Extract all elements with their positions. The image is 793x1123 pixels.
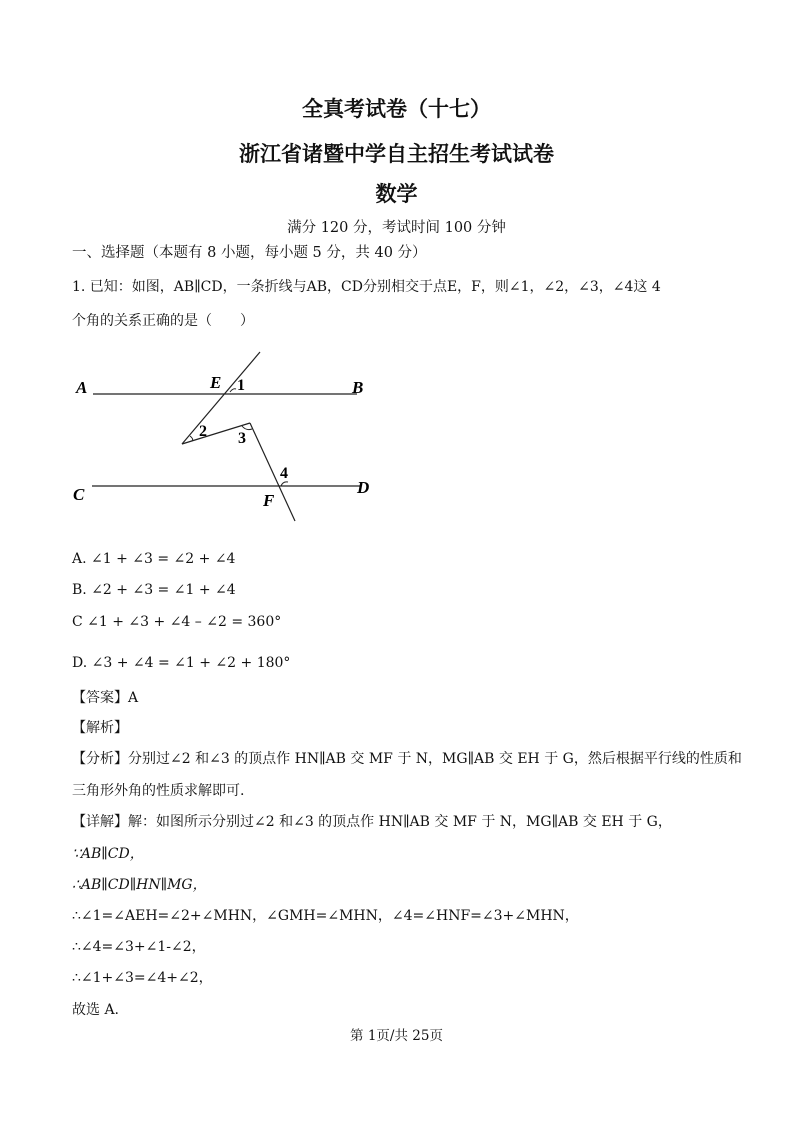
analysis-heading: 【解析】 [72,720,128,736]
label-angle-2: 2 [199,423,207,440]
line-upper-diagonal [182,352,260,444]
question-text-line-2: 个角的关系正确的是（ ） [72,313,254,329]
label-angle-4: 4 [280,465,288,482]
detail-line-4: ∴∠1=∠AEH=∠2+∠MHN，∠GMH=∠MHN，∠4=∠HNF=∠3+∠MHN， [72,908,579,924]
label-a: A [76,378,88,397]
label-f: F [263,491,275,510]
label-c: C [73,485,85,504]
detail-line-3: ∴AB∥CD∥HN∥MG， [72,877,207,893]
exam-subtitle: 浙江省诸暨中学自主招生考试试卷 [239,142,554,166]
detail-line-2: ∵AB∥CD， [72,846,144,862]
label-d: D [357,478,370,497]
detail-line-7: 故选 A. [72,1002,120,1018]
analysis-line-2: 三角形外角的性质求解即可. [72,783,245,799]
answer-line: 【答案】A [72,690,139,706]
angle-arc-4 [281,482,288,486]
label-e: E [210,373,222,392]
detail-line-5: ∴∠4=∠3+∠1-∠2， [72,939,206,955]
section-heading: 一、选择题（本题有 8 小题，每小题 5 分，共 40 分） [72,245,427,261]
exam-meta: 满分 120 分，考试时间 100 分钟 [287,220,506,236]
option-a: A. ∠1 + ∠3 = ∠2 + ∠4 [72,551,236,567]
angle-arc-2 [190,436,193,441]
detail-line-1: 【详解】解：如图所示分别过∠2 和∠3 的顶点作 HN∥AB 交 MF 于 N，MG∥AB 交 EH 于 G， [72,814,672,830]
analysis-line-1: 【分析】分别过∠2 和∠3 的顶点作 HN∥AB 交 MF 于 N，MG∥AB 交 EH 于 G，然后根据平行线的性质和 [72,751,742,767]
label-b: B [352,378,364,397]
geometry-figure [70,345,380,530]
angle-arc-1 [230,389,236,392]
option-c: C ∠1 + ∠3 + ∠4 – ∠2 = 360° [72,614,282,630]
label-angle-3: 3 [238,430,246,447]
question-text-line-1: 1. 已知：如图，AB∥CD，一条折线与AB，CD分别相交于点E，F，则∠1，∠2，∠3，∠4这 4 [72,279,661,295]
detail-line-6: ∴∠1+∠3=∠4+∠2， [72,970,213,986]
exam-subject: 数学 [375,182,418,206]
option-b: B. ∠2 + ∠3 = ∠1 + ∠4 [72,582,236,598]
option-d: D. ∠3 + ∠4 = ∠1 + ∠2 + 180° [72,655,291,671]
page-footer: 第 1页/共 25页 [350,1028,443,1044]
exam-title: 全真考试卷（十七） [302,97,491,121]
label-angle-1: 1 [237,377,245,394]
